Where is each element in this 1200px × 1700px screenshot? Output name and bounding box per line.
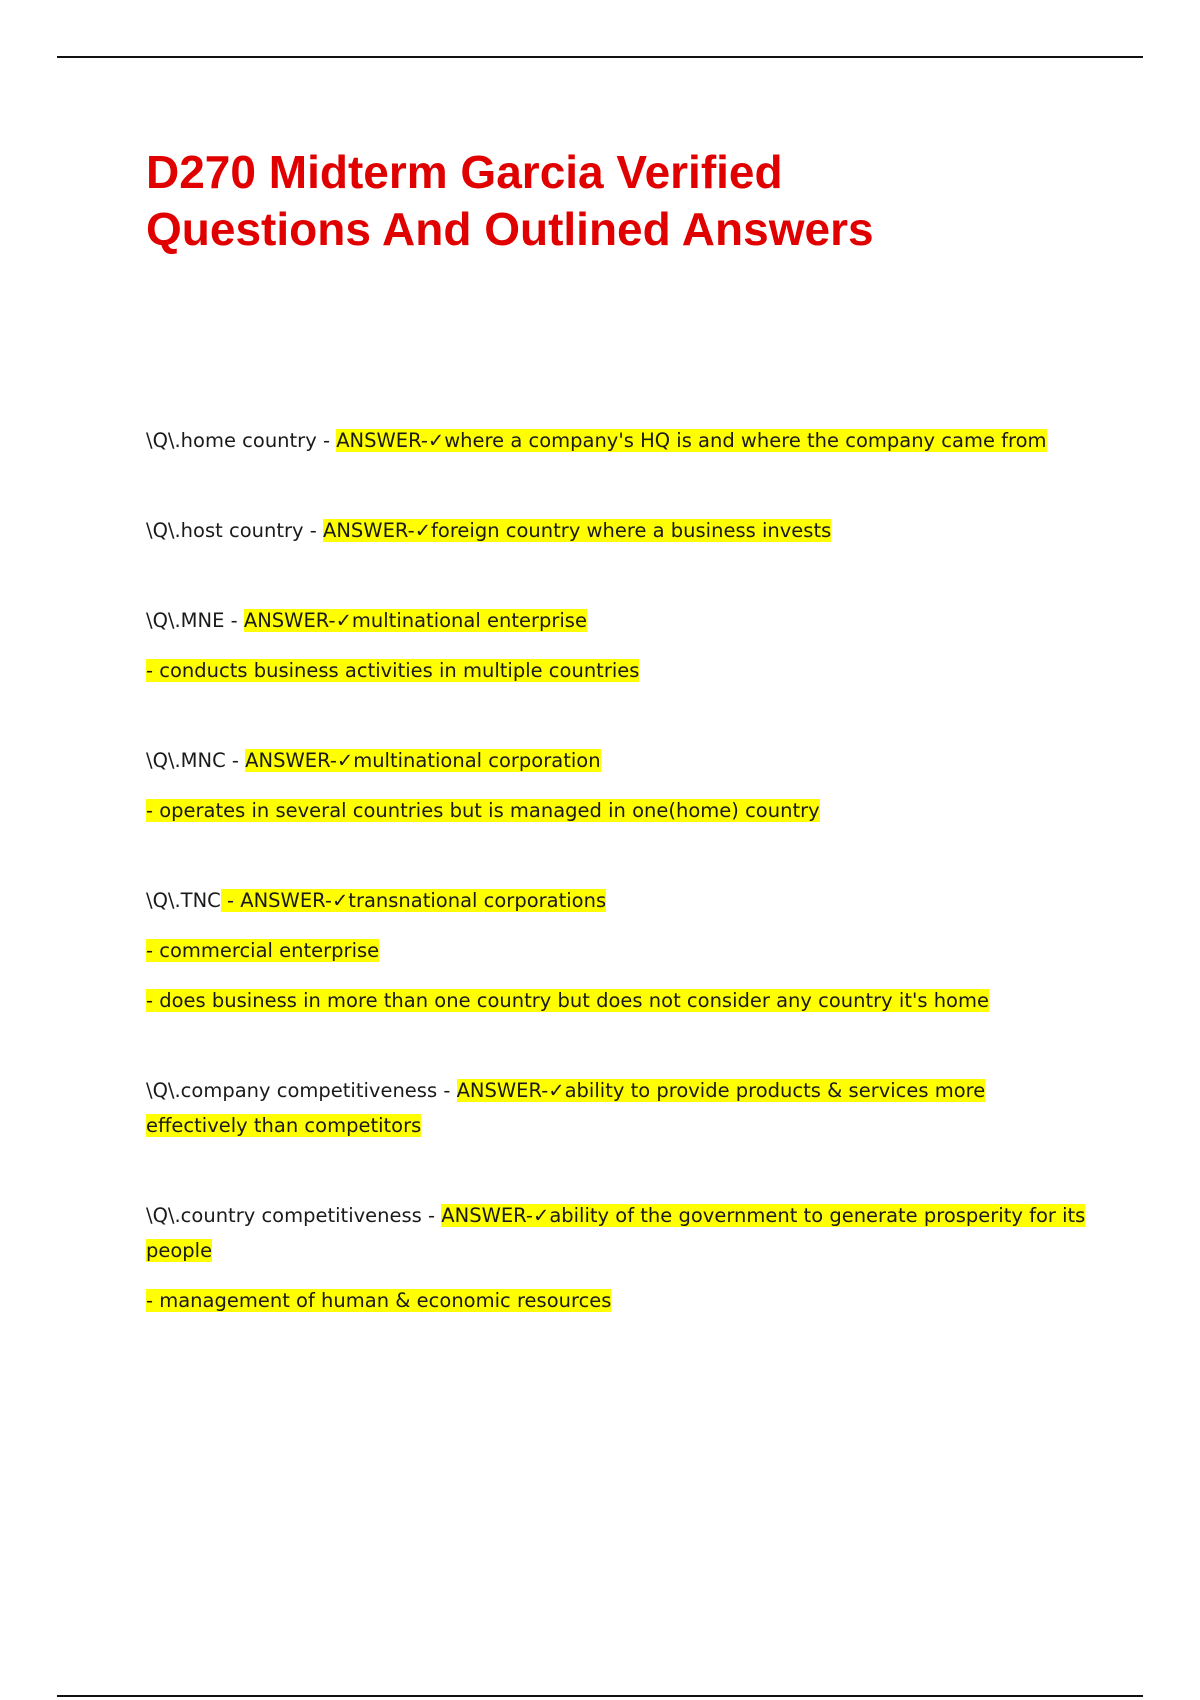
answer-highlight	[245, 749, 600, 772]
answer-prefix: ANSWER-	[441, 1204, 533, 1227]
question-text: \Q\.TNC	[146, 889, 221, 912]
question-text: \Q\.country competitiveness -	[146, 1204, 442, 1227]
answer-highlight	[336, 429, 1046, 452]
qa-line	[146, 513, 1086, 548]
checkmark-icon: ✓	[427, 429, 445, 452]
question-text: \Q\.MNC -	[146, 749, 246, 772]
answer-text: ability to provide products & services more effectively than competitors	[146, 1079, 986, 1137]
answer-highlight	[323, 519, 831, 542]
checkmark-icon: ✓	[414, 519, 432, 542]
answer-text: transnational corporations	[348, 889, 607, 912]
detail-text: - does business in more than one country but does not consider any country it's home	[146, 989, 989, 1012]
answer-prefix: ANSWER-	[323, 519, 415, 542]
answer-highlight	[221, 889, 606, 912]
qa-detail-line	[146, 933, 1086, 968]
qa-detail-line	[146, 983, 1086, 1018]
qa-entry-tnc	[146, 883, 1086, 1018]
qa-detail-line	[146, 793, 1086, 828]
answer-prefix: ANSWER-	[245, 749, 337, 772]
checkmark-icon: ✓	[548, 1079, 565, 1102]
answer-text: ability of the government to generate prosperity for its people	[146, 1204, 1086, 1262]
qa-line	[146, 1073, 1086, 1143]
header-rule	[57, 56, 1143, 58]
detail-text: - operates in several countries but is managed in one(home) country	[146, 799, 820, 822]
qa-detail-line	[146, 653, 1086, 688]
answer-prefix: ANSWER-	[243, 609, 336, 632]
question-text: \Q\.MNE -	[146, 609, 244, 632]
question-text: \Q\.company competitiveness -	[146, 1079, 457, 1102]
qa-entry-mne	[146, 603, 1086, 688]
answer-text: multinational corporation	[353, 749, 601, 772]
title-line-1: D270 Midterm Garcia Verified	[146, 146, 783, 198]
title-line-2: Questions And Outlined Answers	[146, 203, 874, 255]
answer-text: multinational enterprise	[351, 609, 587, 632]
qa-entry-mnc	[146, 743, 1086, 828]
detail-text: - conducts business activities in multiple countries	[146, 659, 640, 682]
question-text: \Q\.host country -	[146, 519, 323, 542]
qa-line	[146, 1198, 1086, 1268]
answer-prefix: ANSWER-	[336, 429, 428, 452]
answer-highlight	[244, 609, 587, 632]
qa-line	[146, 883, 1086, 918]
checkmark-icon: ✓	[532, 1204, 550, 1227]
detail-text: - commercial enterprise	[146, 939, 380, 962]
qa-entry-host-country	[146, 513, 1086, 548]
question-text: \Q\.home country -	[146, 429, 337, 452]
document-title	[146, 144, 1046, 258]
qa-list	[146, 423, 1086, 1373]
qa-entry-company-competitiveness	[146, 1073, 1086, 1143]
checkmark-icon: ✓	[335, 609, 352, 632]
qa-detail-line	[146, 1283, 1086, 1318]
answer-text: foreign country where a business invests	[431, 519, 832, 542]
qa-line	[146, 423, 1086, 458]
qa-line	[146, 603, 1086, 638]
answer-prefix: - ANSWER-	[220, 889, 332, 912]
qa-entry-country-competitiveness	[146, 1198, 1086, 1318]
qa-line	[146, 743, 1086, 778]
answer-prefix: ANSWER-	[456, 1079, 549, 1102]
checkmark-icon: ✓	[336, 749, 354, 772]
detail-text: - management of human & economic resources	[146, 1289, 612, 1312]
checkmark-icon: ✓	[331, 889, 349, 912]
footer-rule	[57, 1695, 1143, 1697]
qa-entry-home-country	[146, 423, 1086, 458]
answer-text: where a company's HQ is and where the company came from	[444, 429, 1047, 452]
